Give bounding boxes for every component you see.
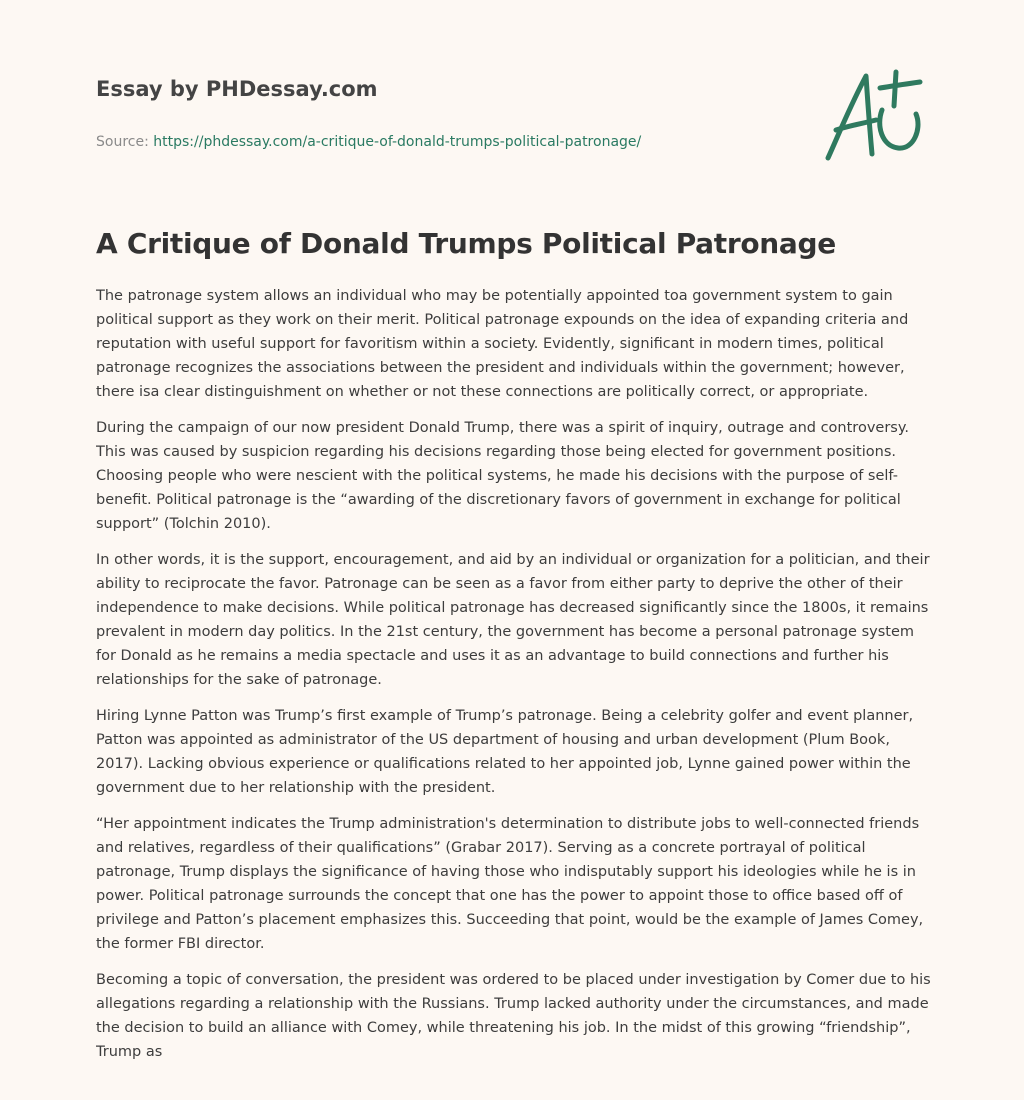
essay-paragraph: Becoming a topic of conversation, the president was ordered to be placed under investigation by Comer due to his allegations regarding a relationship with the Russians. Trump lacked authority under the circumstances, and made the decision to build an alliance with Comey, while threatening his job. In the midst of this growing “friendship”, Trump as [96,972,931,1060]
a-plus-logo-icon [818,66,930,166]
essay-paragraph: “Her appointment indicates the Trump administration's determination to distribute jobs to well-connected friends and relatives, regardless of their qualifications” (Grabar 2017). Serving as a concrete portrayal of political patronage, Trump displays the significance of having those who indisputably support his ideologies while he is in power. Political patronage surrounds the concept that one has the power to appoint those to office based off of privilege and Patton’s placement emphasizes this. Succeeding that point, would be the example of James Comey, the former FBI director. [96,816,924,952]
source-label: Source: [96,134,149,150]
document-header [96,74,796,152]
source-line [96,132,796,152]
essay-title: A Critique of Donald Trumps Political Patronage [96,227,836,260]
source-link[interactable]: https://phdessay.com/a-critique-of-donald-trumps-political-patronage/ [153,134,642,150]
essay-body [96,284,936,1084]
essay-paragraph: The patronage system allows an individual who may be potentially appointed toa government system to gain political support as they work on their merit. Political patronage expounds on the idea of expanding criteria and reputation with useful support for favoritism within a society. Evidently, significant in modern times, political patronage recognizes the associations between the president and individuals within the government; however, there isa clear distinguishment on whether or not these connections are politically correct, or appropriate. [96,288,909,400]
essay-paragraph: Hiring Lynne Patton was Trump’s first example of Trump’s patronage. Being a celebrity golfer and event planner, Patton was appointed as administrator of the US department of housing and urban development (Plum Book, 2017). Lacking obvious experience or qualifications related to her appointed job, Lynne gained power within the government due to her relationship with the president. [96,708,914,796]
essay-paragraph: During the campaign of our now president Donald Trump, there was a spirit of inquiry, outrage and controversy. This was caused by suspicion regarding his decisions regarding those being elected for government positions. Choosing people who were nescient with the political systems, he made his decisions with the purpose of self-benefit. Political patronage is the “awarding of the discretionary favors of government in exchange for political support” (Tolchin 2010). [96,420,909,532]
site-brand: Essay by PHDessay.com [96,77,378,101]
essay-paragraph: In other words, it is the support, encouragement, and aid by an individual or organization for a politician, and their ability to reciprocate the favor. Patronage can be seen as a favor from either party to deprive the other of their independence to make decisions. While political patronage has decreased significantly since the 1800s, it remains prevalent in modern day politics. In the 21st century, the government has become a personal patronage system for Donald as he remains a media spectacle and uses it as an advantage to build connections and further his relationships for the sake of patronage. [96,552,930,688]
